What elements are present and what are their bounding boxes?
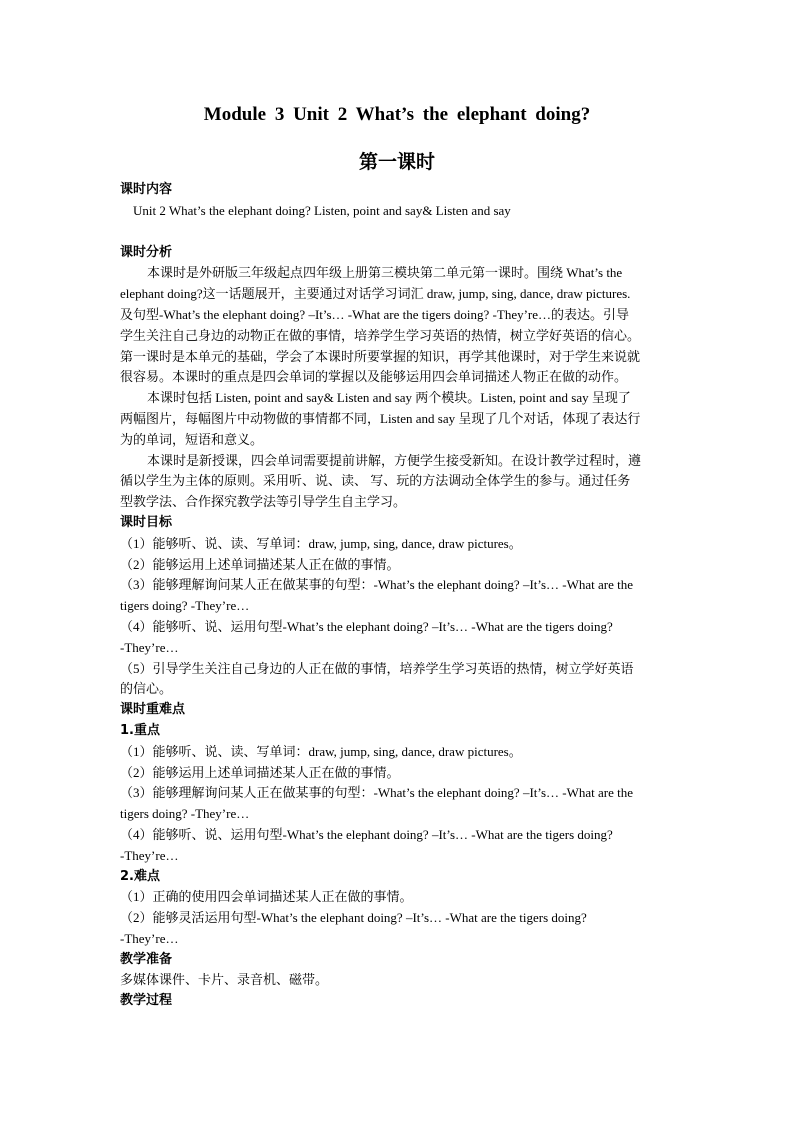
goal-line: （3）能够理解询问某人正在做某事的句型：-What’s the elephant doing? –It’s… -What are the xyxy=(120,577,634,593)
section-heading-content: 课时内容 xyxy=(120,182,173,197)
preparation-line: 多媒体课件、卡片、录音机、磁带。 xyxy=(120,972,329,988)
lesson-title: 第一课时 xyxy=(358,151,435,173)
analysis-line: 为的单词，短语和意义。 xyxy=(120,431,264,447)
key-line: tigers doing? -They’re… xyxy=(120,806,250,822)
section-heading-preparation: 教学准备 xyxy=(120,951,173,967)
analysis-line: elephant doing?这一话题展开，主要通过对话学习词汇 draw, jump, sing, dance, draw pictures. xyxy=(120,286,631,302)
document-title: Module 3 Unit 2 What’s the elephant doing? xyxy=(203,104,591,125)
analysis-line: 本课时包括 Listen, point and say& Listen and say 两个模块。Listen, point and say 呈现了 xyxy=(147,390,631,406)
key-line: （3）能够理解询问某人正在做某事的句型：-What’s the elephant doing? –It’s… -What are the xyxy=(120,785,634,801)
difficult-line: -They’re… xyxy=(120,930,179,946)
goal-line: -They’re… xyxy=(120,639,179,655)
analysis-line: 两幅图片，每幅图片中动物做的事情都不同，Listen and say 呈现了几个对话，体现了表达行 xyxy=(120,410,641,426)
goal-line: （4）能够听、说、运用句型-What’s the elephant doing? –It’s… -What are the tigers doing? xyxy=(120,618,613,634)
analysis-line: 很容易。本课时的重点是四会单词的掌握以及能够运用四会单词描述人物正在做的动作。 xyxy=(120,369,628,385)
section-heading-key-points: 课时重难点 xyxy=(120,702,186,718)
subheading-key: 1.重点 xyxy=(120,722,160,738)
section-heading-analysis: 课时分析 xyxy=(120,244,173,260)
difficult-line: （1）正确的使用四会单词描述某人正在做的事情。 xyxy=(120,889,413,905)
section-heading-process: 教学过程 xyxy=(120,993,173,1009)
section-heading-goals: 课时目标 xyxy=(120,514,173,530)
goal-line: tigers doing? -They’re… xyxy=(120,598,250,614)
key-line: （1）能够听、说、读、写单词：draw, jump, sing, dance, draw pictures。 xyxy=(120,743,522,759)
content-line: Unit 2 What’s the elephant doing? Listen, point and say& Listen and say xyxy=(133,202,511,218)
subheading-difficult: 2.难点 xyxy=(120,868,160,884)
goal-line: （2）能够运用上述单词描述某人正在做的事情。 xyxy=(120,556,400,572)
analysis-line: 本课时是外研版三年级起点四年级上册第三模块第二单元第一课时。围绕 What’s the xyxy=(147,265,623,281)
analysis-line: 及句型-What’s the elephant doing? –It’s… -What are the tigers doing? -They’re…的表达。引导 xyxy=(120,306,630,322)
difficult-line: （2）能够灵活运用句型-What’s the elephant doing? –It’s… -What are the tigers doing? xyxy=(120,910,587,926)
goal-line: 的信心。 xyxy=(120,681,173,697)
spacer xyxy=(120,222,675,243)
key-line: （2）能够运用上述单词描述某人正在做的事情。 xyxy=(120,764,400,780)
goal-line: （5）引导学生关注自己身边的人正在做的事情，培养学生学习英语的热情，树立学好英语 xyxy=(120,660,634,676)
analysis-line: 第一课时是本单元的基础，学会了本课时所要掌握的知识，再学其他课时，对于学生来说就 xyxy=(120,348,641,364)
analysis-line: 循以学生为主体的原则。采用听、说、读、 写、玩的方法调动全体学生的参与。通过任务 xyxy=(120,473,631,489)
analysis-line: 本课时是新授课，四会单词需要提前讲解，方便学生接受新知。在设计教学过程时，遵 xyxy=(147,452,642,468)
goal-line: （1）能够听、说、读、写单词：draw, jump, sing, dance, draw pictures。 xyxy=(120,535,522,551)
analysis-line: 型教学法、合作探究教学法等引导学生自主学习。 xyxy=(120,494,407,510)
analysis-line: 学生关注自己身边的动物正在做的事情，培养学生学习英语的热情，树立学好英语的信心。 xyxy=(120,327,641,343)
document-body xyxy=(120,180,675,1012)
key-line: （4）能够听、说、运用句型-What’s the elephant doing? –It’s… -What are the tigers doing? xyxy=(120,826,613,842)
key-line: -They’re… xyxy=(120,847,179,863)
